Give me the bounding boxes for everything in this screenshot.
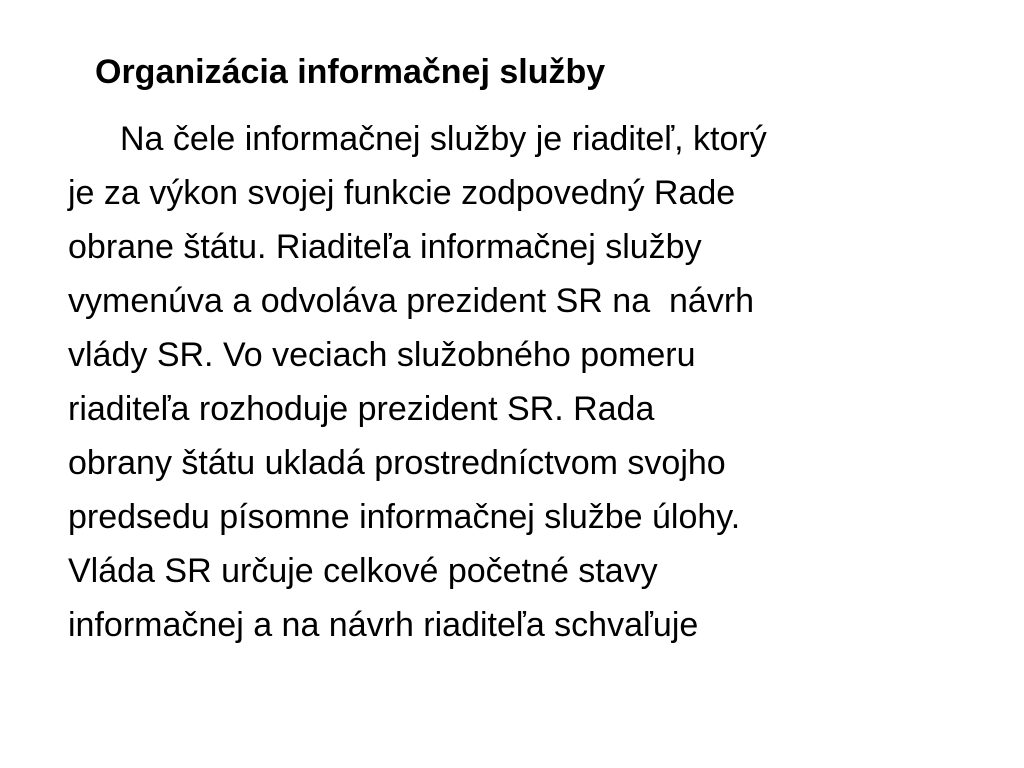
body-line: je za výkon svojej funkcie zodpovedný Rade (68, 174, 736, 212)
body-line: riaditeľa rozhoduje prezident SR. Rada (68, 390, 655, 428)
body-line: Na čele informačnej služby je riaditeľ, ktorý (120, 120, 767, 158)
body-line: obrany štátu ukladá prostredníctvom svojho (68, 444, 726, 482)
body-line: vlády SR. Vo veciach služobného pomeru (68, 336, 696, 374)
body-line: informačnej a na návrh riaditeľa schvaľuje (68, 606, 699, 644)
body-line: predsedu písomne informačnej službe úlohy. (68, 498, 741, 536)
body-line: Vláda SR určuje celkové početné stavy (68, 552, 658, 590)
body-paragraph (68, 112, 1008, 652)
slide-title: Organizácia informačnej služby (95, 53, 606, 91)
body-line: vymenúva a odvoláva prezident SR na návrh (68, 282, 755, 320)
body-line: obrane štátu. Riaditeľa informačnej služby (68, 228, 702, 266)
